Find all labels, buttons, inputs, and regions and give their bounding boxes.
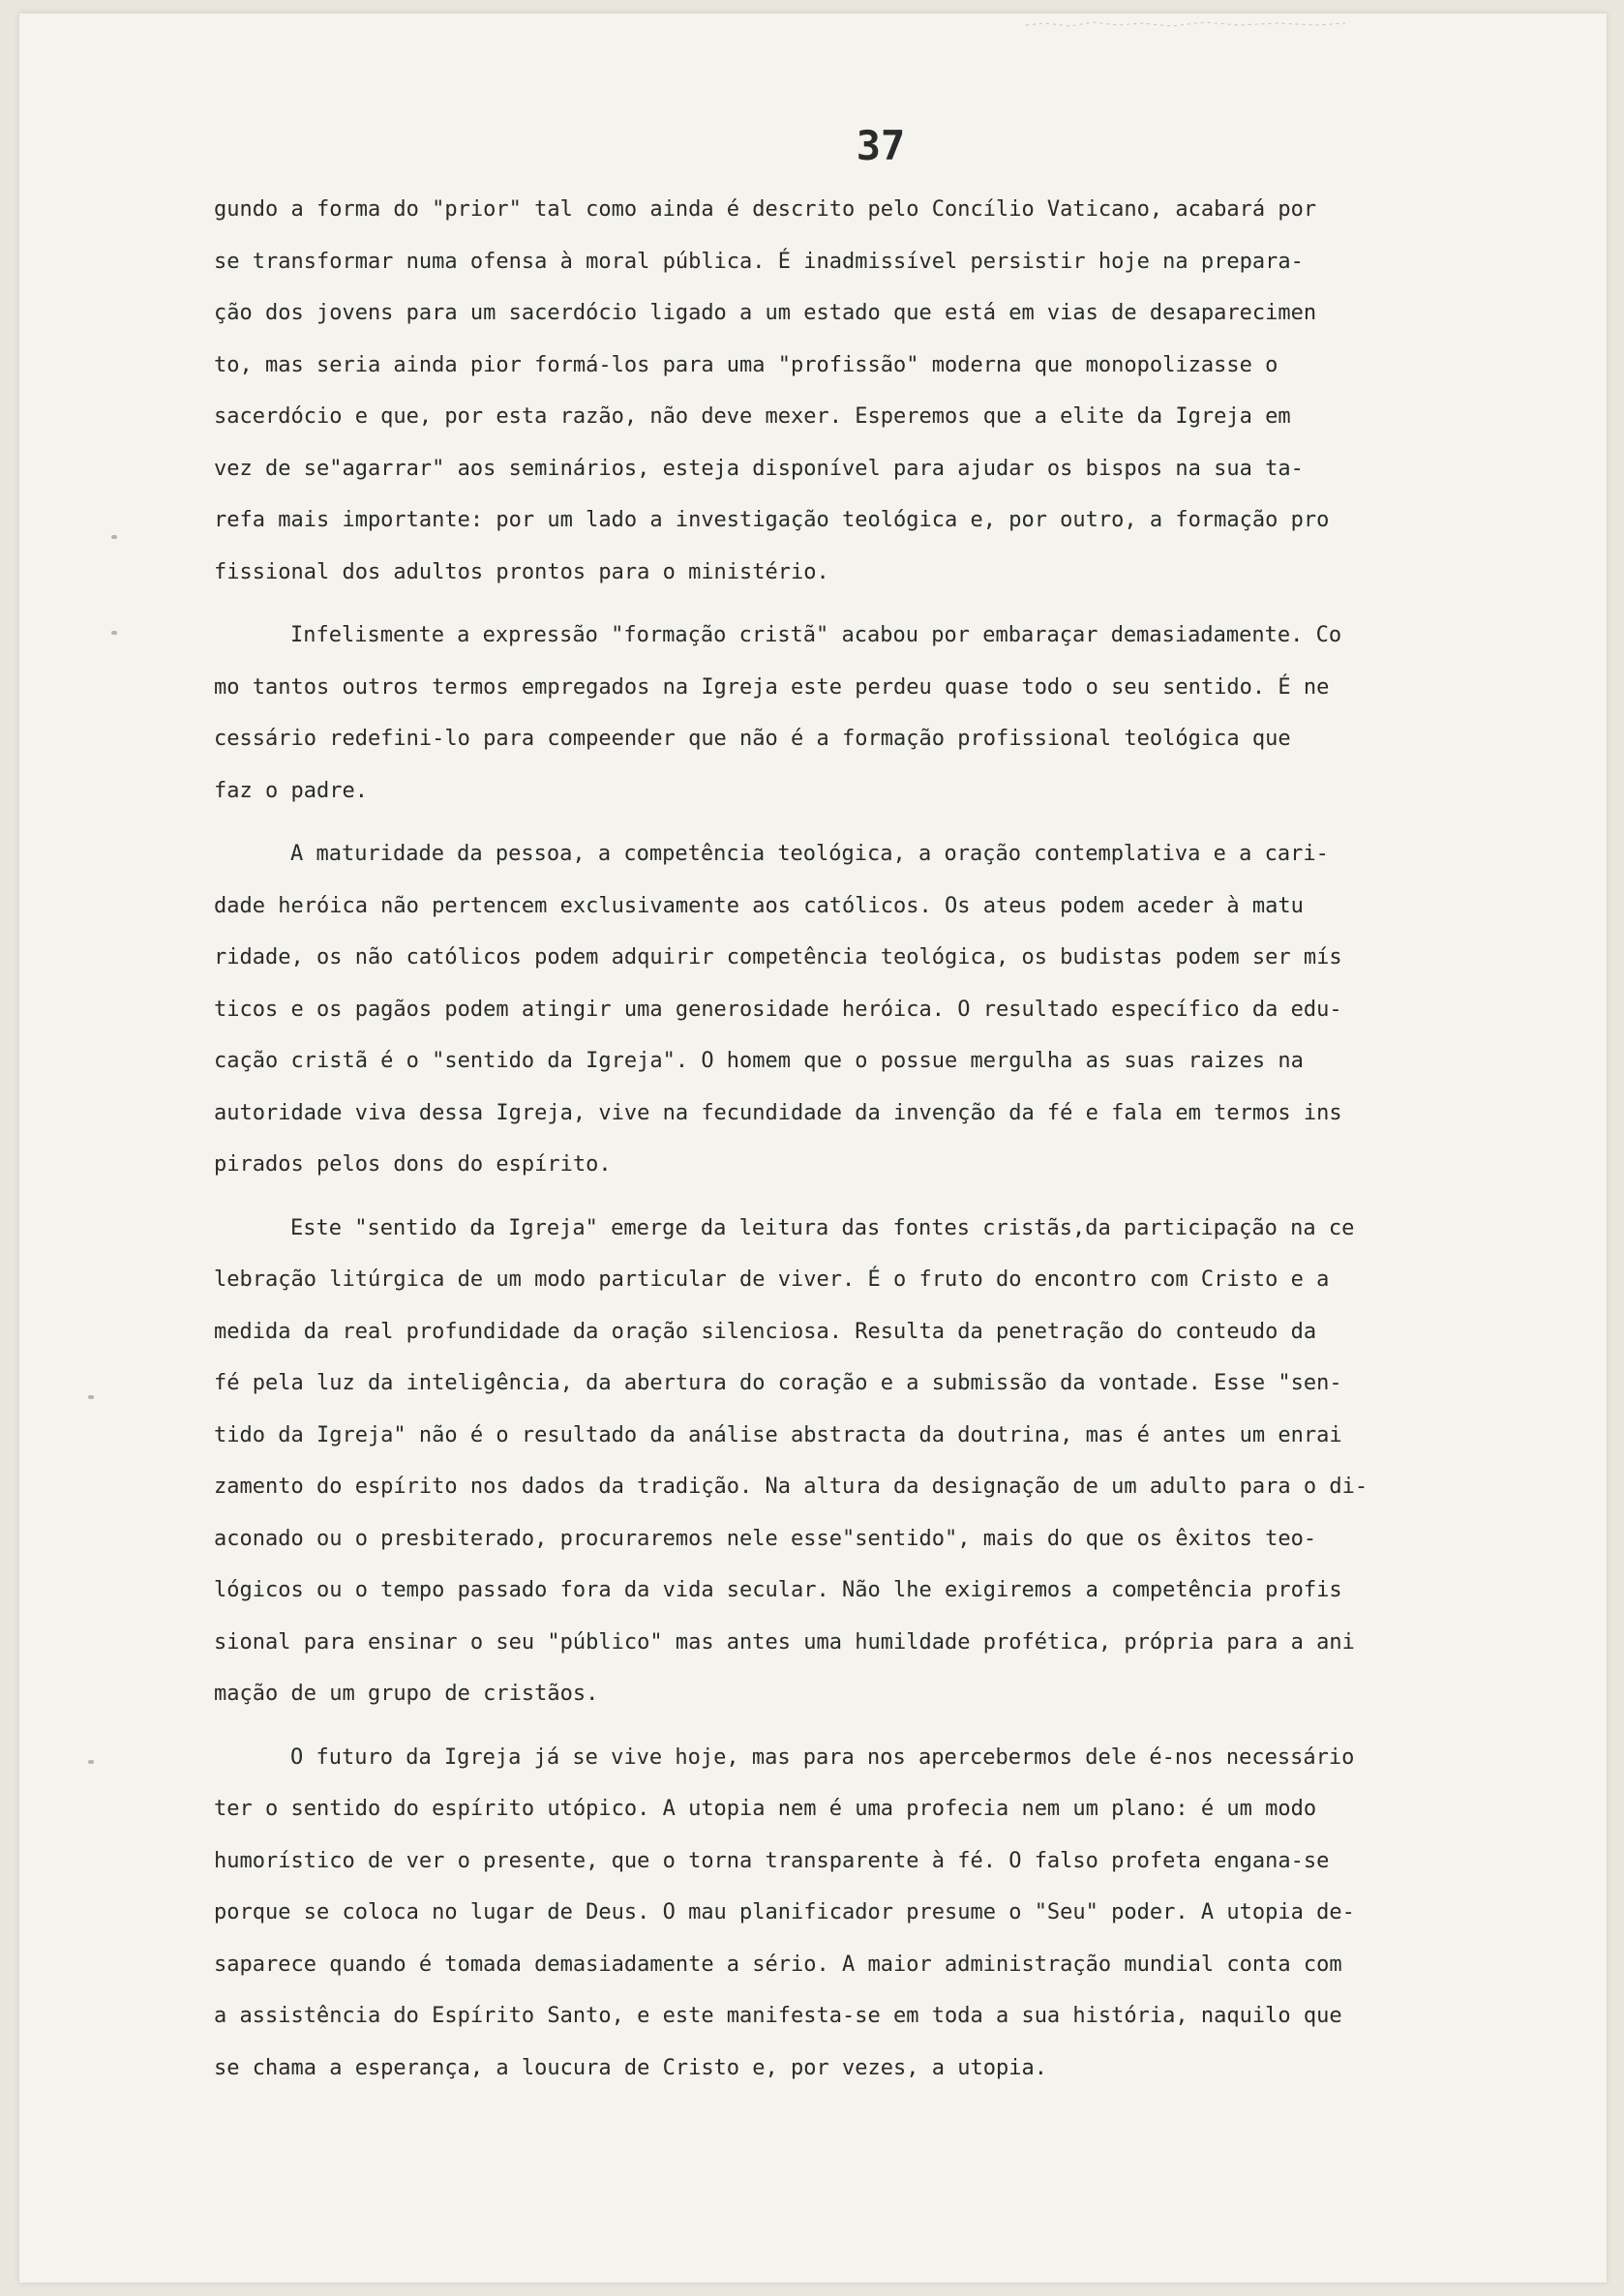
text-line: se chama a esperança, a loucura de Cristo e, por vezes, a utopia. <box>214 2055 1047 2080</box>
text-line: A maturidade da pessoa, a competência teológica, a oração contemplativa e a cari- <box>290 842 1329 866</box>
text-line: sional para ensinar o seu "público" mas antes uma humildade profética, própria para a ani <box>214 1629 1355 1655</box>
text-line: lebração litúrgica de um modo particular de viver. É o fruto do encontro com Cristo e a <box>214 1267 1330 1292</box>
scan-artifact-marks <box>1026 17 1345 31</box>
paragraph <box>214 1732 1588 2095</box>
text-line: cação cristã é o "sentido da Igreja". O homem que o possue mergulha as suas raizes na <box>214 1049 1304 1073</box>
text-line: vez de se"agarrar" aos seminários, esteja disponível para ajudar os bispos na sua ta- <box>214 456 1304 481</box>
text-line: ridade, os não católicos podem adquirir competência teológica, os budistas podem ser mís <box>214 945 1342 969</box>
text-line: tido da Igreja" não é o resultado da análise abstracta da doutrina, mas é antes um enrai <box>214 1422 1342 1447</box>
text-line: autoridade viva dessa Igreja, vive na fecundidade da invenção da fé e fala em termos ins <box>214 1100 1342 1125</box>
margin-mark <box>88 1760 94 1764</box>
text-line: Infelismente a expressão "formação cristã" acabou por embaraçar demasiadamente. Co <box>290 623 1342 647</box>
text-line: sacerdócio e que, por esta razão, não deve mexer. Esperemos que a elite da Igreja em <box>214 404 1291 429</box>
paragraph <box>214 610 1588 817</box>
text-line: aconado ou o presbiterado, procuraremos nele esse"sentido", mais do que os êxitos teo- <box>214 1526 1317 1551</box>
text-line: a assistência do Espírito Santo, e este manifesta-se em toda a sua história, naquilo que <box>214 2004 1342 2028</box>
text-line: ção dos jovens para um sacerdócio ligado a um estado que está em vias de desaparecimen <box>214 301 1317 325</box>
text-line: refa mais importante: por um lado a investigação teológica e, por outro, a formação pro <box>214 508 1330 532</box>
text-line: zamento do espírito nos dados da tradição. Na altura da designação de um adulto para o di- <box>214 1475 1368 1499</box>
text-line: lógicos ou o tempo passado fora da vida secular. Não lhe exigiremos a competência profis <box>214 1578 1342 1602</box>
page-number: 37 <box>856 122 906 169</box>
text-line: humorístico de ver o presente, que o torna transparente à fé. O falso profeta engana-se <box>214 1848 1330 1873</box>
text-line: ticos e os pagãos podem atingir uma generosidade heróica. O resultado específico da edu- <box>214 997 1342 1022</box>
margin-mark <box>88 1395 94 1399</box>
text-line: mação de um grupo de cristãos. <box>214 1682 599 1706</box>
text-line: cessário redefini-lo para compeender que não é a formação profissional teológica que <box>214 727 1291 751</box>
text-line: gundo a forma do "prior" tal como ainda é descrito pelo Concílio Vaticano, acabará por <box>214 197 1317 222</box>
text-line: pirados pelos dons do espírito. <box>214 1152 612 1177</box>
body-text <box>214 184 1588 2094</box>
margin-mark <box>111 631 117 635</box>
text-line: se transformar numa ofensa à moral pública. É inadmissível persistir hoje na prepara- <box>214 249 1304 274</box>
text-line: saparece quando é tomada demasiadamente a sério. A maior administração mundial conta com <box>214 1952 1342 1977</box>
text-line: fé pela luz da inteligência, da abertura do coração e a submissão da vontade. Esse "sen- <box>214 1371 1342 1395</box>
text-line: mo tantos outros termos empregados na Igreja este perdeu quase todo o seu sentido. É ne <box>214 674 1330 700</box>
text-line: O futuro da Igreja já se vive hoje, mas para nos apercebermos dele é-nos necessário <box>290 1744 1355 1770</box>
text-line: dade heróica não pertencem exclusivamente aos católicos. Os ateus podem aceder à matu <box>214 893 1304 918</box>
paragraph <box>214 1203 1588 1720</box>
text-line: ter o sentido do espírito utópico. A utopia nem é uma profecia nem um plano: é um modo <box>214 1797 1317 1821</box>
text-line: Este "sentido da Igreja" emerge da leitura das fontes cristãs,da participação na ce <box>290 1215 1355 1240</box>
document-page <box>19 14 1607 2282</box>
paragraph <box>214 828 1588 1191</box>
paragraph <box>214 184 1588 598</box>
text-line: to, mas seria ainda pior formá-los para uma "profissão" moderna que monopolizasse o <box>214 352 1278 377</box>
text-line: porque se coloca no lugar de Deus. O mau planificador presume o "Seu" poder. A utopia de- <box>214 1900 1355 1924</box>
text-line: faz o padre. <box>214 778 368 803</box>
text-line: medida da real profundidade da oração silenciosa. Resulta da penetração do conteudo da <box>214 1319 1317 1344</box>
text-line: fissional dos adultos prontos para o ministério. <box>214 559 829 584</box>
margin-mark <box>111 535 117 539</box>
